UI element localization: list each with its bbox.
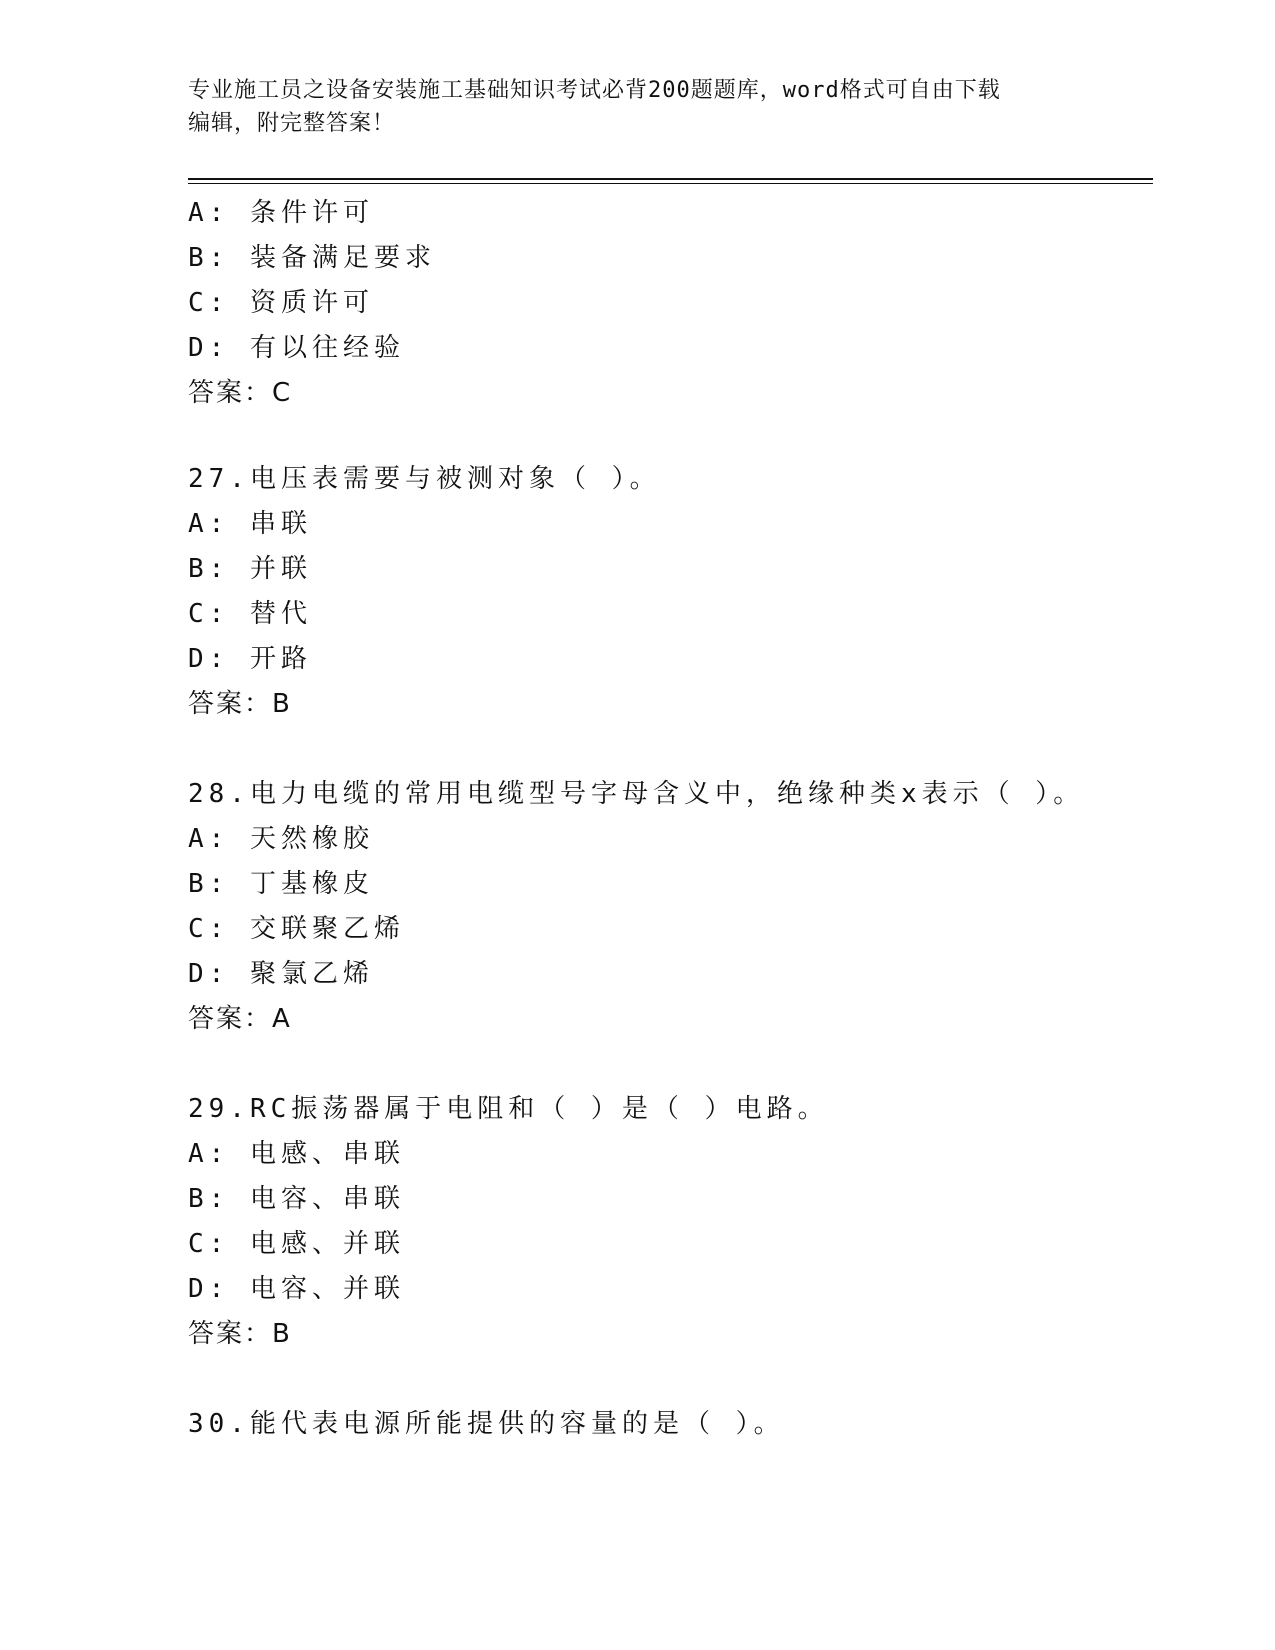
question-stem: 29.RC振荡器属于电阻和（ ）是（ ）电路。 <box>188 1094 829 1124</box>
document-header <box>188 74 1088 140</box>
answer-label: 答案：A <box>188 1004 292 1034</box>
header-line-1: 专业施工员之设备安装施工基础知识考试必背200题题库，word格式可自由下载 <box>188 78 1001 103</box>
answer-label: 答案：B <box>188 689 292 719</box>
option-a: A: 条件许可 <box>188 198 374 228</box>
option-b: B: 并联 <box>188 554 312 584</box>
option-a: A: 电感、串联 <box>188 1139 405 1169</box>
option-b: B: 丁基橡皮 <box>188 869 374 899</box>
option-a: A: 天然橡胶 <box>188 824 374 854</box>
header-divider-thin <box>188 183 1153 184</box>
answer-label: 答案：C <box>188 378 293 408</box>
option-d: D: 开路 <box>188 644 312 674</box>
question-stem: 28.电力电缆的常用电缆型号字母含义中，绝缘种类x表示（ ）。 <box>188 779 1085 809</box>
option-c: C: 电感、并联 <box>188 1229 405 1259</box>
question-stem: 27.电压表需要与被测对象（ ）。 <box>188 464 661 494</box>
option-b: B: 装备满足要求 <box>188 243 436 273</box>
answer-label: 答案：B <box>188 1319 292 1349</box>
option-b: B: 电容、串联 <box>188 1184 405 1214</box>
option-d: D: 有以往经验 <box>188 333 405 363</box>
option-c: C: 资质许可 <box>188 288 374 318</box>
option-d: D: 电容、并联 <box>188 1274 405 1304</box>
option-a: A: 串联 <box>188 509 312 539</box>
question-stem: 30.能代表电源所能提供的容量的是（ ）。 <box>188 1409 785 1439</box>
header-divider-thick <box>188 178 1153 180</box>
header-line-2: 编辑，附完整答案！ <box>188 111 396 136</box>
option-c: C: 交联聚乙烯 <box>188 914 405 944</box>
option-c: C: 替代 <box>188 599 312 629</box>
option-d: D: 聚氯乙烯 <box>188 959 374 989</box>
